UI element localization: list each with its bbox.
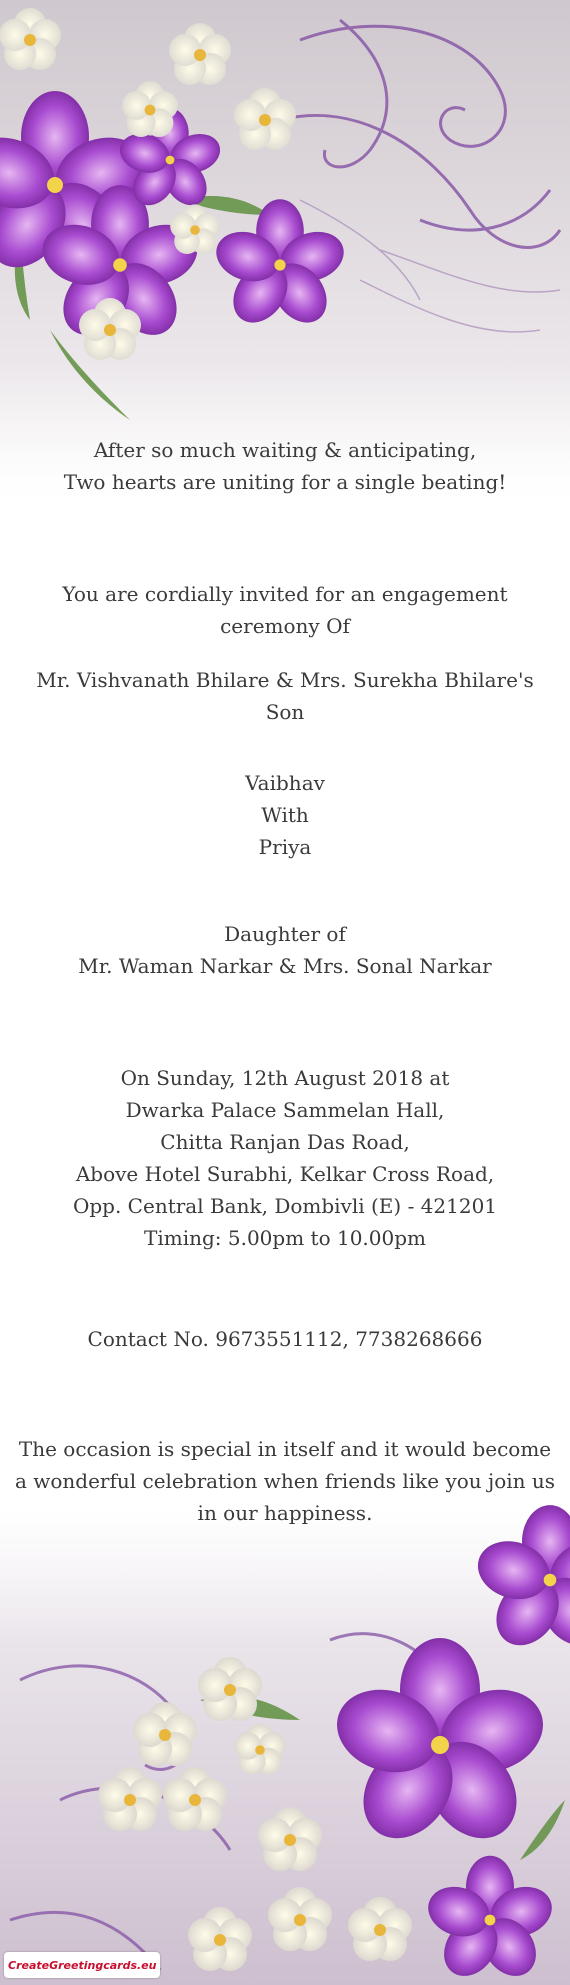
event-area: Opp. Central Bank, Dombivli (E) - 421201: [72, 1194, 498, 1218]
intro-verse: [0, 434, 570, 498]
bride-parents: [0, 918, 570, 982]
groom-parents: [0, 664, 570, 728]
logo-text: CreateGreetingcards.eu: [8, 1958, 157, 1972]
closing-line-3: in our happiness.: [197, 1501, 373, 1525]
intro-line-1: After so much waiting & anticipating,: [93, 438, 477, 462]
creategreetingcards-logo[interactable]: [4, 1952, 160, 1978]
closing-line-1: The occasion is special in itself and it would become: [18, 1437, 552, 1461]
groom-name: Vaibhav: [245, 771, 325, 795]
couple-names: [0, 767, 570, 863]
event-road: Chitta Ranjan Das Road,: [160, 1130, 410, 1154]
closing-message: [0, 1433, 570, 1529]
groom-parents-line-1: Mr. Vishvanath Bhilare & Mrs. Surekha Bhilare's: [36, 668, 534, 692]
daughter-of-text: Daughter of: [224, 922, 346, 946]
bottom-floral-decoration: [0, 1500, 570, 1985]
bride-parents-names: Mr. Waman Narkar & Mrs. Sonal Narkar: [78, 954, 492, 978]
event-venue: Dwarka Palace Sammelan Hall,: [125, 1098, 445, 1122]
invite-line-1: You are cordially invited for an engagement: [62, 582, 508, 606]
with-text: With: [261, 803, 309, 827]
groom-parents-line-2: Son: [265, 700, 305, 724]
closing-line-2: a wonderful celebration when friends like you join us: [14, 1469, 556, 1493]
intro-line-2: Two hearts are uniting for a single beating!: [63, 470, 507, 494]
event-landmark: Above Hotel Surabhi, Kelkar Cross Road,: [75, 1162, 495, 1186]
event-details: [0, 1062, 570, 1254]
contact-info: [0, 1323, 570, 1355]
invite-line-2: ceremony Of: [220, 614, 350, 638]
invite-statement: [0, 578, 570, 642]
bride-name: Priya: [258, 835, 312, 859]
event-date: On Sunday, 12th August 2018 at: [120, 1066, 450, 1090]
contact-numbers: Contact No. 9673551112, 7738268666: [87, 1327, 483, 1351]
event-timing: Timing: 5.00pm to 10.00pm: [144, 1226, 426, 1250]
